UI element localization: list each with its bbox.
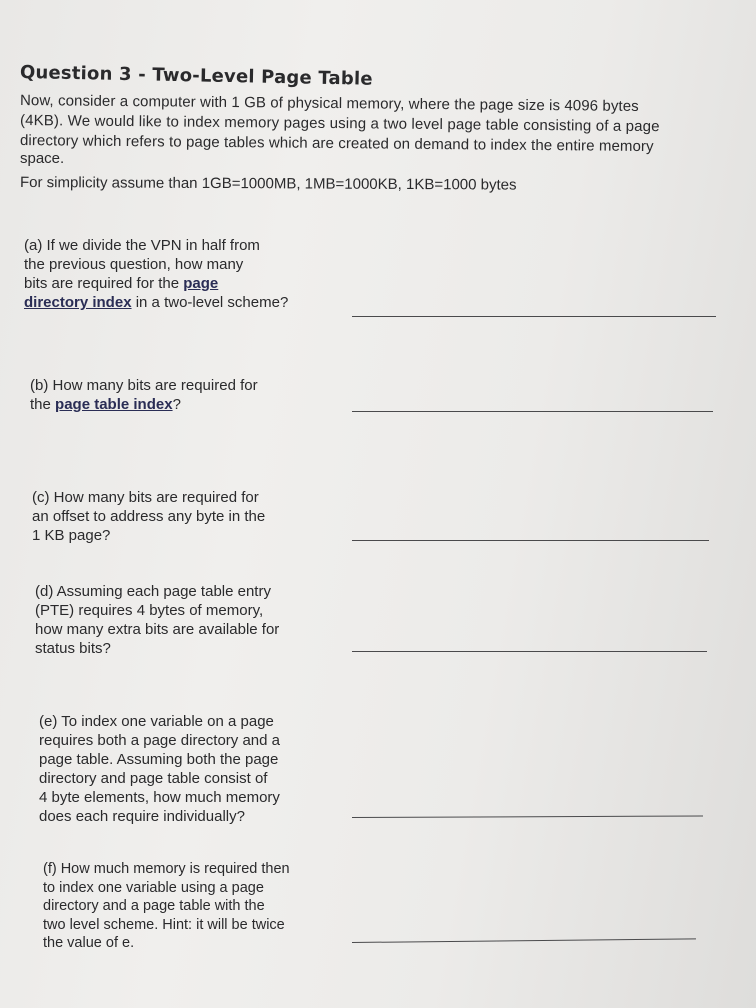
intro-line-3: directory which refers to page tables which are created on demand to index the entire memory: [19, 132, 654, 156]
question-a-line-2: the previous question, how many: [24, 256, 244, 273]
answer-line-d[interactable]: [352, 651, 707, 652]
question-f-line-1: (f) How much memory is required then: [43, 861, 290, 877]
term-page-table-index: page table index: [55, 396, 173, 413]
question-e-line-3: page table. Assuming both the page: [39, 751, 279, 768]
question-title: Question 3 - Two-Level Page Table: [19, 62, 373, 90]
question-a-line-4-text: in a two-level scheme?: [131, 294, 289, 311]
question-a-line-3: [24, 274, 288, 293]
question-d: [35, 582, 279, 658]
question-b-line-1: (b) How many bits are required for: [30, 377, 258, 394]
question-c: [32, 488, 265, 545]
question-f-line-4: two level scheme. Hint: it will be twice: [43, 916, 285, 933]
intro-line-1: Now, consider a computer with 1 GB of physical memory, where the page size is 4096 bytes: [19, 92, 639, 115]
question-b-line-2-pre: the: [30, 396, 56, 413]
question-c-line-2: an offset to address any byte in the: [32, 508, 266, 525]
question-b-line-2: [30, 395, 258, 414]
answer-line-b[interactable]: [352, 411, 713, 412]
question-c-line-1: (c) How many bits are required for: [32, 489, 259, 506]
question-f-line-3: directory and a page table with the: [43, 898, 265, 914]
question-d-line-1: (d) Assuming each page table entry: [35, 583, 271, 600]
answer-line-f[interactable]: [352, 938, 696, 943]
question-a-line-4: [24, 293, 288, 312]
question-e-line-4: directory and page table consist of: [39, 770, 268, 787]
question-e-line-2: requires both a page directory and a: [39, 732, 280, 749]
intro-line-5: For simplicity assume than 1GB=1000MB, 1MB=1000KB, 1KB=1000 bytes: [19, 174, 517, 194]
question-e-line-5: 4 byte elements, how much memory: [39, 789, 280, 806]
question-a-line-1: (a) If we divide the VPN in half from: [24, 237, 260, 254]
answer-line-e[interactable]: [352, 815, 703, 818]
intro-line-2: (4KB). We would like to index memory pages using a two level page table consisting of a page: [19, 112, 660, 136]
question-d-line-4: status bits?: [35, 640, 111, 657]
question-b: [30, 376, 258, 414]
answer-line-a[interactable]: [352, 316, 716, 317]
question-f: [43, 860, 290, 953]
question-b-line-2-post: ?: [172, 396, 181, 413]
question-d-line-3: how many extra bits are available for: [35, 621, 280, 638]
question-a: [24, 236, 288, 312]
question-e-line-6: does each require individually?: [39, 808, 245, 825]
question-d-line-2: (PTE) requires 4 bytes of memory,: [35, 602, 264, 619]
question-e-line-1: (e) To index one variable on a page: [39, 713, 274, 730]
answer-line-c[interactable]: [352, 540, 709, 541]
intro-line-4: space.: [20, 150, 65, 167]
question-e: [39, 712, 280, 826]
term-directory-index: directory index: [24, 294, 132, 311]
term-page: page: [183, 275, 219, 292]
question-a-line-3-text: bits are required for the: [24, 275, 184, 292]
question-f-line-5: the value of e.: [43, 935, 135, 951]
question-c-line-3: 1 KB page?: [32, 527, 111, 544]
question-f-line-2: to index one variable using a page: [43, 879, 264, 896]
